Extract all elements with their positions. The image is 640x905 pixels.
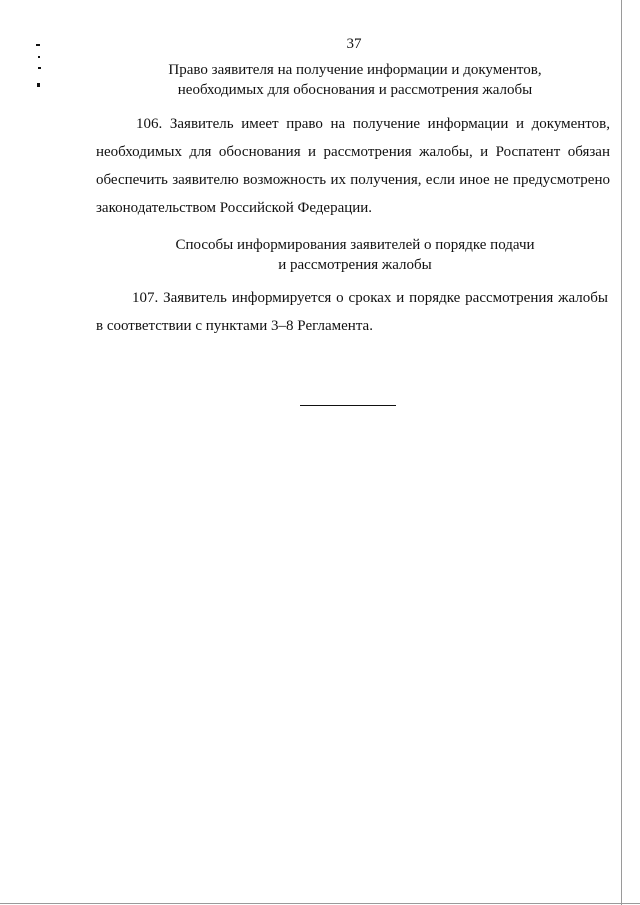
section-heading-106 — [150, 60, 560, 100]
scan-mark — [38, 67, 41, 69]
page-number: 37 — [346, 36, 362, 52]
paragraph-line: 107. Заявитель информируется о сроках и порядке рассмотрения жалобы — [132, 290, 608, 306]
page-edge-right — [621, 0, 622, 905]
paragraph-line: в соответствии с пунктами 3–8 Регламента. — [96, 318, 373, 334]
paragraph-line: обеспечить заявителю возможность их получения, если иное не предусмотрено — [96, 172, 610, 188]
paragraph-107 — [96, 284, 608, 340]
section-heading-107 — [150, 235, 560, 275]
heading-line: Право заявителя на получение информации и документов, — [168, 62, 542, 78]
page-edge-bottom — [0, 903, 640, 904]
paragraph-line: необходимых для обоснования и рассмотрения жалобы, и Роспатент обязан — [96, 144, 610, 160]
scan-mark — [37, 83, 40, 87]
paragraph-106 — [96, 110, 610, 222]
end-rule — [300, 405, 396, 406]
paragraph-line: законодательством Российской Федерации. — [96, 200, 373, 216]
paragraph-line: 106. Заявитель имеет право на получение информации и документов, — [136, 116, 610, 132]
heading-line: и рассмотрения жалобы — [278, 257, 432, 273]
heading-line: необходимых для обоснования и рассмотрения жалобы — [177, 82, 533, 98]
heading-line: Способы информирования заявителей о порядке подачи — [175, 237, 535, 253]
scan-mark — [38, 56, 40, 58]
